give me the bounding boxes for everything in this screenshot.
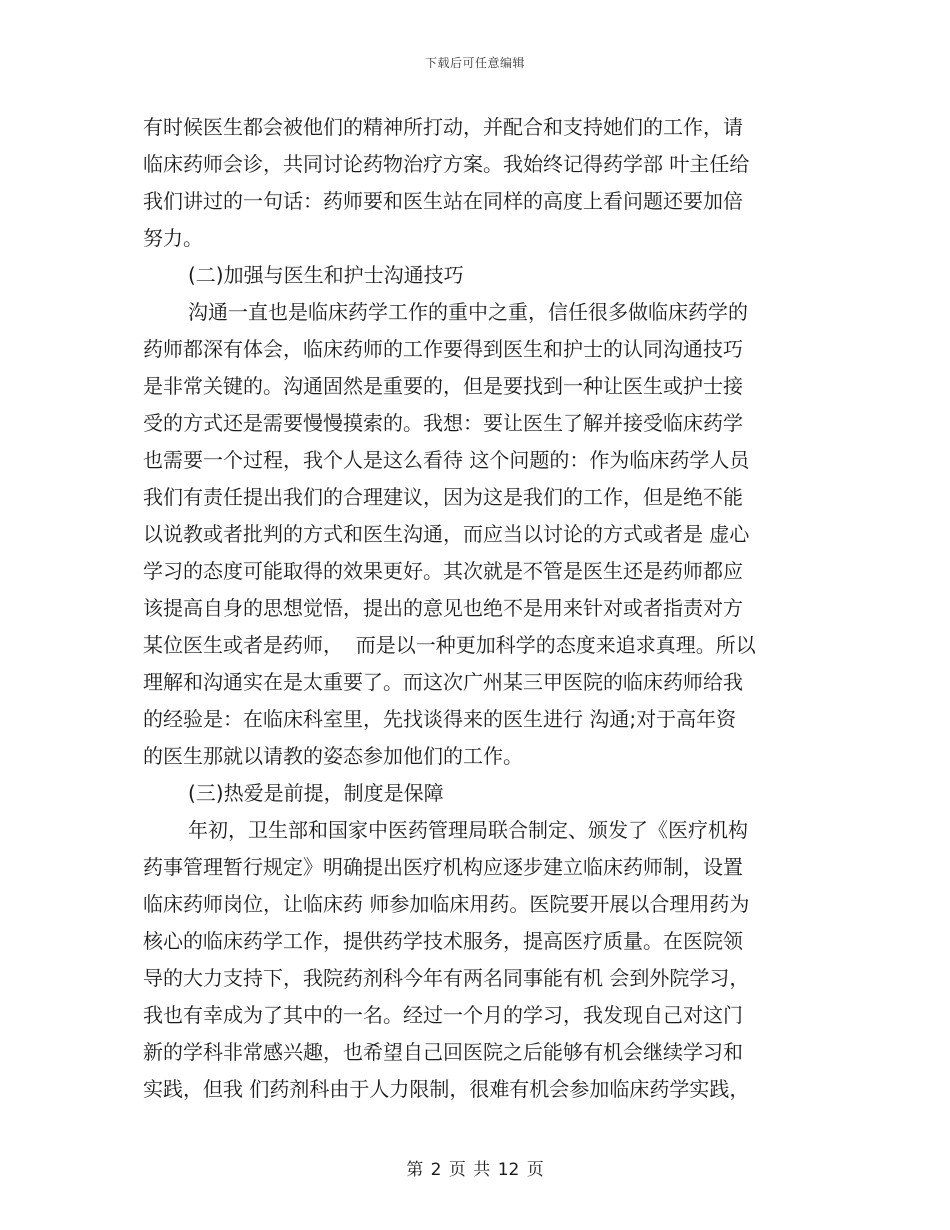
text-line: 导的大力支持下，我院药剂科今年有两名同事能有机 会到外院学习， — [143, 966, 750, 990]
text-line: 的医生那就以请教的姿态参加他们的工作。 — [143, 744, 523, 768]
text-line: 临床药师会诊，共同讨论药物治疗方案。我始终记得药学部 叶主任给 — [143, 152, 750, 176]
page-footer: 第 2 页 共 12 页 — [406, 1160, 544, 1180]
text-line: 临床药师岗位，让临床药 师参加临床用药。医院要开展以合理用药为 — [143, 892, 750, 916]
text-line: 是非常关键的。沟通固然是重要的，但是要找到一种让医生或护士接 — [143, 374, 743, 398]
section-heading: (三)热爱是前提，制度是保障 — [188, 781, 444, 805]
text-line: 我们有责任提出我们的合理建议，因为这是我们的工作，但是绝不能 — [143, 485, 743, 509]
text-line: 有时候医生都会被他们的精神所打动，并配合和支持她们的工作，请 — [143, 115, 743, 139]
text-line: 理解和沟通实在是太重要了。而这次广州某三甲医院的临床药师给我 — [143, 670, 743, 694]
text-line: 以说教或者批判的方式和医生沟通，而应当以讨论的方式或者是 虚心 — [143, 522, 750, 546]
document-body — [143, 109, 811, 1108]
text-line: 实践，但我 们药剂科由于人力限制，很难有机会参加临床药学实践， — [143, 1077, 750, 1101]
text-line: 该提高自身的思想觉悟，提出的意见也绝不是用来针对或者指责对方 — [143, 596, 743, 620]
text-line: 我们讲过的一句话：药师要和医生站在同样的高度上看问题还要加倍 — [143, 189, 743, 213]
page-header: 下载后可任意编辑 — [424, 56, 525, 70]
text-line: 沟通一直也是临床药学工作的重中之重，信任很多做临床药学的 — [188, 300, 748, 324]
text-line: 药事管理暂行规定》明确提出医疗机构应逐步建立临床药师制，设置 — [143, 855, 743, 879]
text-line: 年初，卫生部和国家中医药管理局联合制定、颁发了《医疗机构 — [188, 818, 748, 842]
text-line: 某位医生或者是药师， 而是以一种更加科学的态度来追求真理。所以 — [143, 633, 756, 657]
text-line: 也需要一个过程，我个人是这么看待 这个问题的：作为临床药学人员 — [143, 448, 750, 472]
text-line: 核心的临床药学工作，提供药学技术服务，提高医疗质量。在医院领 — [143, 929, 743, 953]
text-line: 努力。 — [143, 226, 203, 250]
text-line: 我也有幸成为了其中的一名。经过一个月的学习，我发现自己对这门 — [143, 1003, 743, 1027]
text-line: 的经验是：在临床科室里，先找谈得来的医生进行 沟通;对于高年资 — [143, 707, 737, 731]
text-line: 受的方式还是需要慢慢摸索的。我想：要让医生了解并接受临床药学 — [143, 411, 743, 435]
text-line: 新的学科非常感兴趣，也希望自己回医院之后能够有机会继续学习和 — [143, 1040, 743, 1064]
section-heading: (二)加强与医生和护士沟通技巧 — [188, 263, 464, 287]
text-line: 药师都深有体会，临床药师的工作要得到医生和护士的认同沟通技巧 — [143, 337, 743, 361]
text-line: 学习的态度可能取得的效果更好。其次就是不管是医生还是药师都应 — [143, 559, 743, 583]
